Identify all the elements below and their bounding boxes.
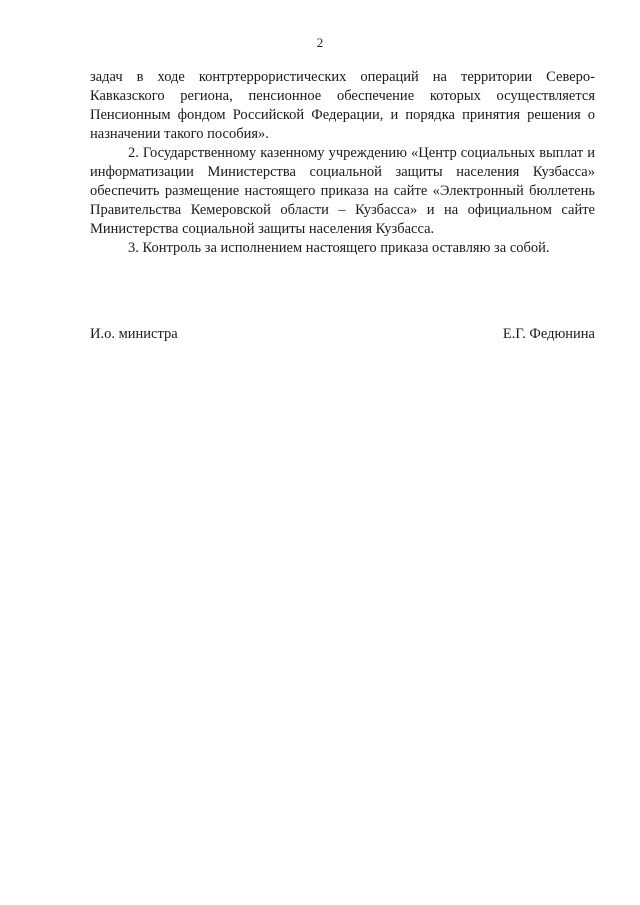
signature-block bbox=[90, 325, 595, 345]
paragraph-continuation: задач в ходе контртеррористических операций на территории Северо-Кавказского региона, пенсионное обеспечение которых осуществляется Пенсионным фондом Российской Федерации, и порядка принятия решения о назначении такого пособия». bbox=[90, 69, 595, 142]
signatory-name: Е.Г. Федюнина bbox=[502, 326, 595, 342]
document-body bbox=[90, 68, 595, 258]
paragraph-item-3: 3. Контроль за исполнением настоящего приказа оставляю за собой. bbox=[128, 240, 550, 256]
signatory-title: И.о. министра bbox=[90, 326, 178, 342]
page-number: 2 bbox=[316, 35, 324, 50]
paragraph-item-2: 2. Государственному казенному учреждению «Центр социальных выплат и информатизации Министерства социальной защиты населения Кузбасса» обеспечить размещение настоящего приказа на сайте «Электронный бюллетень Правительства Кемеровской области – Кузбасса» и на официальном сайте Министерства социальной защиты населения Кузбасса. bbox=[90, 145, 595, 237]
